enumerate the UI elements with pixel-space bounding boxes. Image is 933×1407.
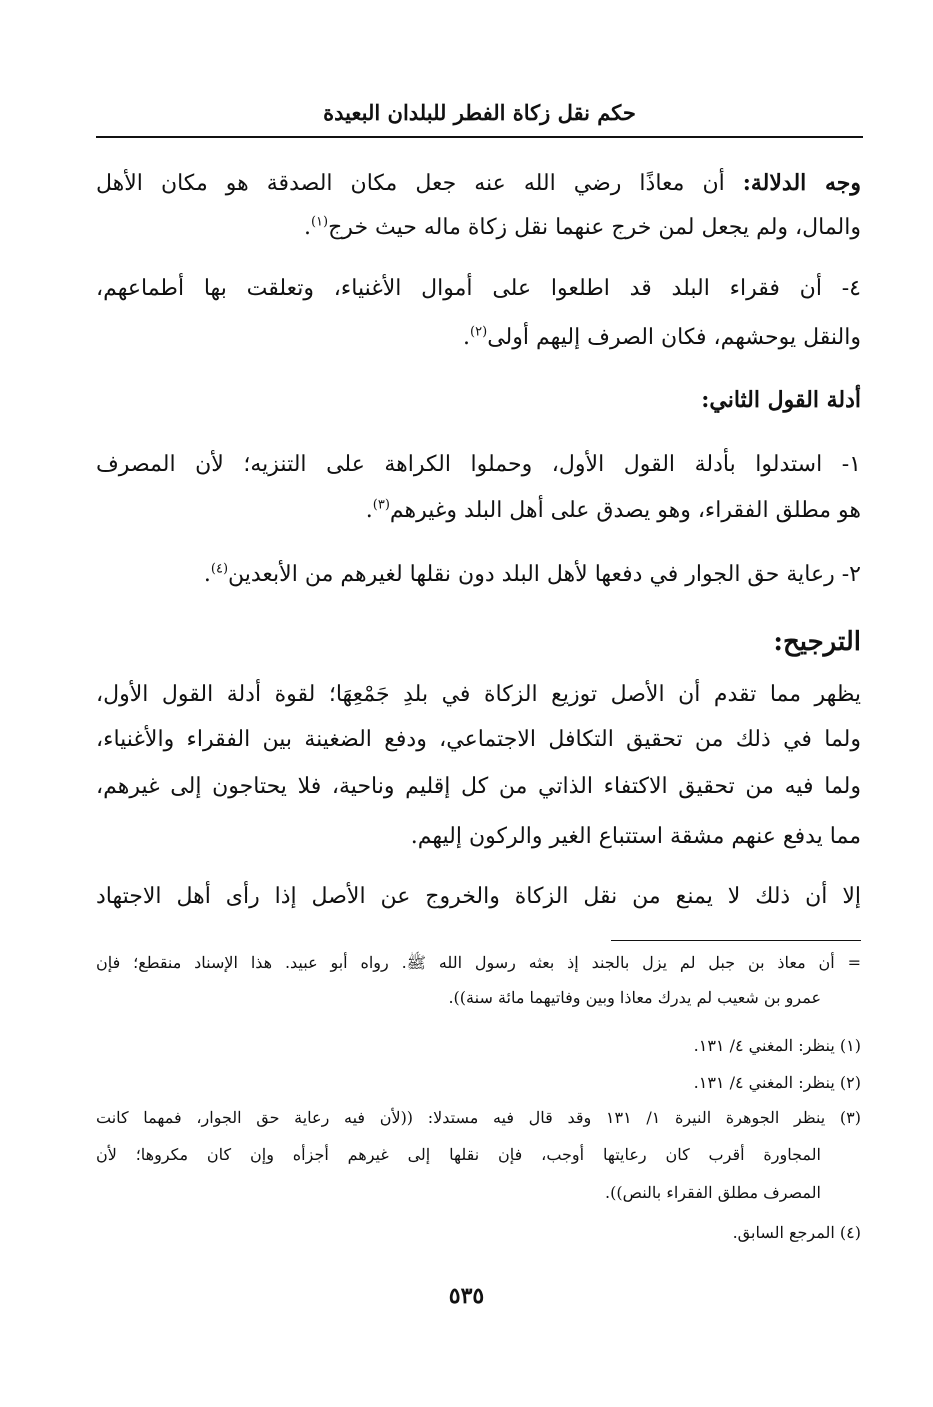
p1-line2 bbox=[304, 211, 861, 245]
p1-line1-text: أن معاذًا رضي الله عنه جعل مكان الصدقة هو مكان الأهل bbox=[96, 171, 743, 196]
section-heading-preference: الترجيح: bbox=[773, 627, 861, 657]
p2-line2-end: . bbox=[463, 325, 471, 350]
footnote-ref-3[interactable]: (٣) bbox=[372, 497, 390, 513]
p4-line1-end: . bbox=[203, 562, 211, 587]
p2-line1: ٤- أن فقراء البلد قد اطلعوا على أموال الأغنياء، وتعلقت بها أطماعهم، bbox=[96, 276, 861, 301]
page-number: ٥٣٥ bbox=[448, 1283, 485, 1309]
p6-line1: إلا أن ذلك لا يمنع من نقل الزكاة والخروج عن الأصل إذا رأى أهل الاجتهاد bbox=[96, 884, 861, 909]
p4-line1 bbox=[204, 558, 861, 592]
section-heading-second-opinion: أدلة القول الثاني: bbox=[701, 387, 861, 413]
p3-line2-text: هو مطلق الفقراء، وهو يصدق على أهل البلد وغيرهم bbox=[389, 498, 861, 523]
p5-line1: يظهر مما تقدم أن الأصل توزيع الزكاة في بلدِ جَمْعِهَا؛ لقوة أدلة القول الأول، bbox=[96, 682, 861, 707]
p1-label: وجه الدلالة: bbox=[742, 170, 861, 196]
footnote-ref-1[interactable]: (١) bbox=[310, 214, 329, 230]
p4-line1-text: ٢- رعاية حق الجوار في دفعها لأهل البلد دون نقلها لغيرهم من الأبعدين bbox=[228, 562, 861, 587]
p3-line2 bbox=[366, 494, 861, 528]
footnote-continuation-line2: عمرو بن شعيب لم يدرك معاذا وبين وفاتيهما مائة سنة)). bbox=[448, 988, 821, 1007]
p5-line2: ولما في ذلك من تحقيق التكافل الاجتماعي، ودفع الضغينة بين الفقراء والأغنياء، bbox=[96, 727, 861, 752]
footnote-continuation-line1: = أن معاذ بن جبل لم يزل بالجند إذ بعثه رسول الله ﷺ. رواه أبو عبيد. هذا الإسناد منقطع؛ فإن bbox=[96, 953, 861, 972]
footnote-4: (٤) المرجع السابق. bbox=[732, 1223, 861, 1242]
running-header-title: حكم نقل زكاة الفطر للبلدان البعيدة bbox=[323, 100, 636, 125]
footnote-3-line3: المصرف مطلق الفقراء بالنص)). bbox=[605, 1183, 821, 1202]
footnote-ref-2[interactable]: (٢) bbox=[470, 324, 488, 340]
p1-line1 bbox=[96, 166, 861, 200]
footnote-divider bbox=[611, 940, 861, 941]
p3-line1: ١- استدلوا بأدلة القول الأول، وحملوا الكراهة على التنزيه؛ لأن المصرف bbox=[96, 452, 861, 477]
footnote-3-line1: (٣) ينظر الجوهرة النيرة ١/ ١٣١ وقد قال فيه مستدلا: ((لأن فيه رعاية حق الجوار، فمهما كانت bbox=[96, 1108, 861, 1127]
p5-line4: مما يدفع عنهم مشقة استتباع الغير والركون إليهم. bbox=[410, 824, 861, 849]
p2-line2 bbox=[463, 321, 861, 355]
footnote-ref-4[interactable]: (٤) bbox=[210, 561, 229, 577]
p3-line2-end: . bbox=[365, 498, 373, 523]
p1-line2-end: . bbox=[303, 215, 311, 240]
p2-line2-text: والنقل يوحشهم، فكان الصرف إليهم أولى bbox=[487, 325, 861, 350]
footnote-3-line2: المجاورة أقرب كان رعايتها أوجب، فإن نقلها إلى غيرهم أجزأه وإن كان مكروها؛ لأن bbox=[96, 1145, 822, 1164]
p1-line2-text: والمال، ولم يجعل لمن خرج عنهما نقل زكاة ماله حيث خرج bbox=[328, 215, 861, 240]
p5-line3: ولما فيه من تحقيق الاكتفاء الذاتي من كل إقليم وناحية، فلا يحتاجون إلى غيرهم، bbox=[96, 774, 861, 799]
header-divider bbox=[96, 136, 863, 138]
footnote-1: (١) ينظر: المغني ٤/ ١٣١. bbox=[693, 1036, 861, 1055]
footnote-2: (٢) ينظر: المغني ٤/ ١٣١. bbox=[693, 1073, 861, 1092]
